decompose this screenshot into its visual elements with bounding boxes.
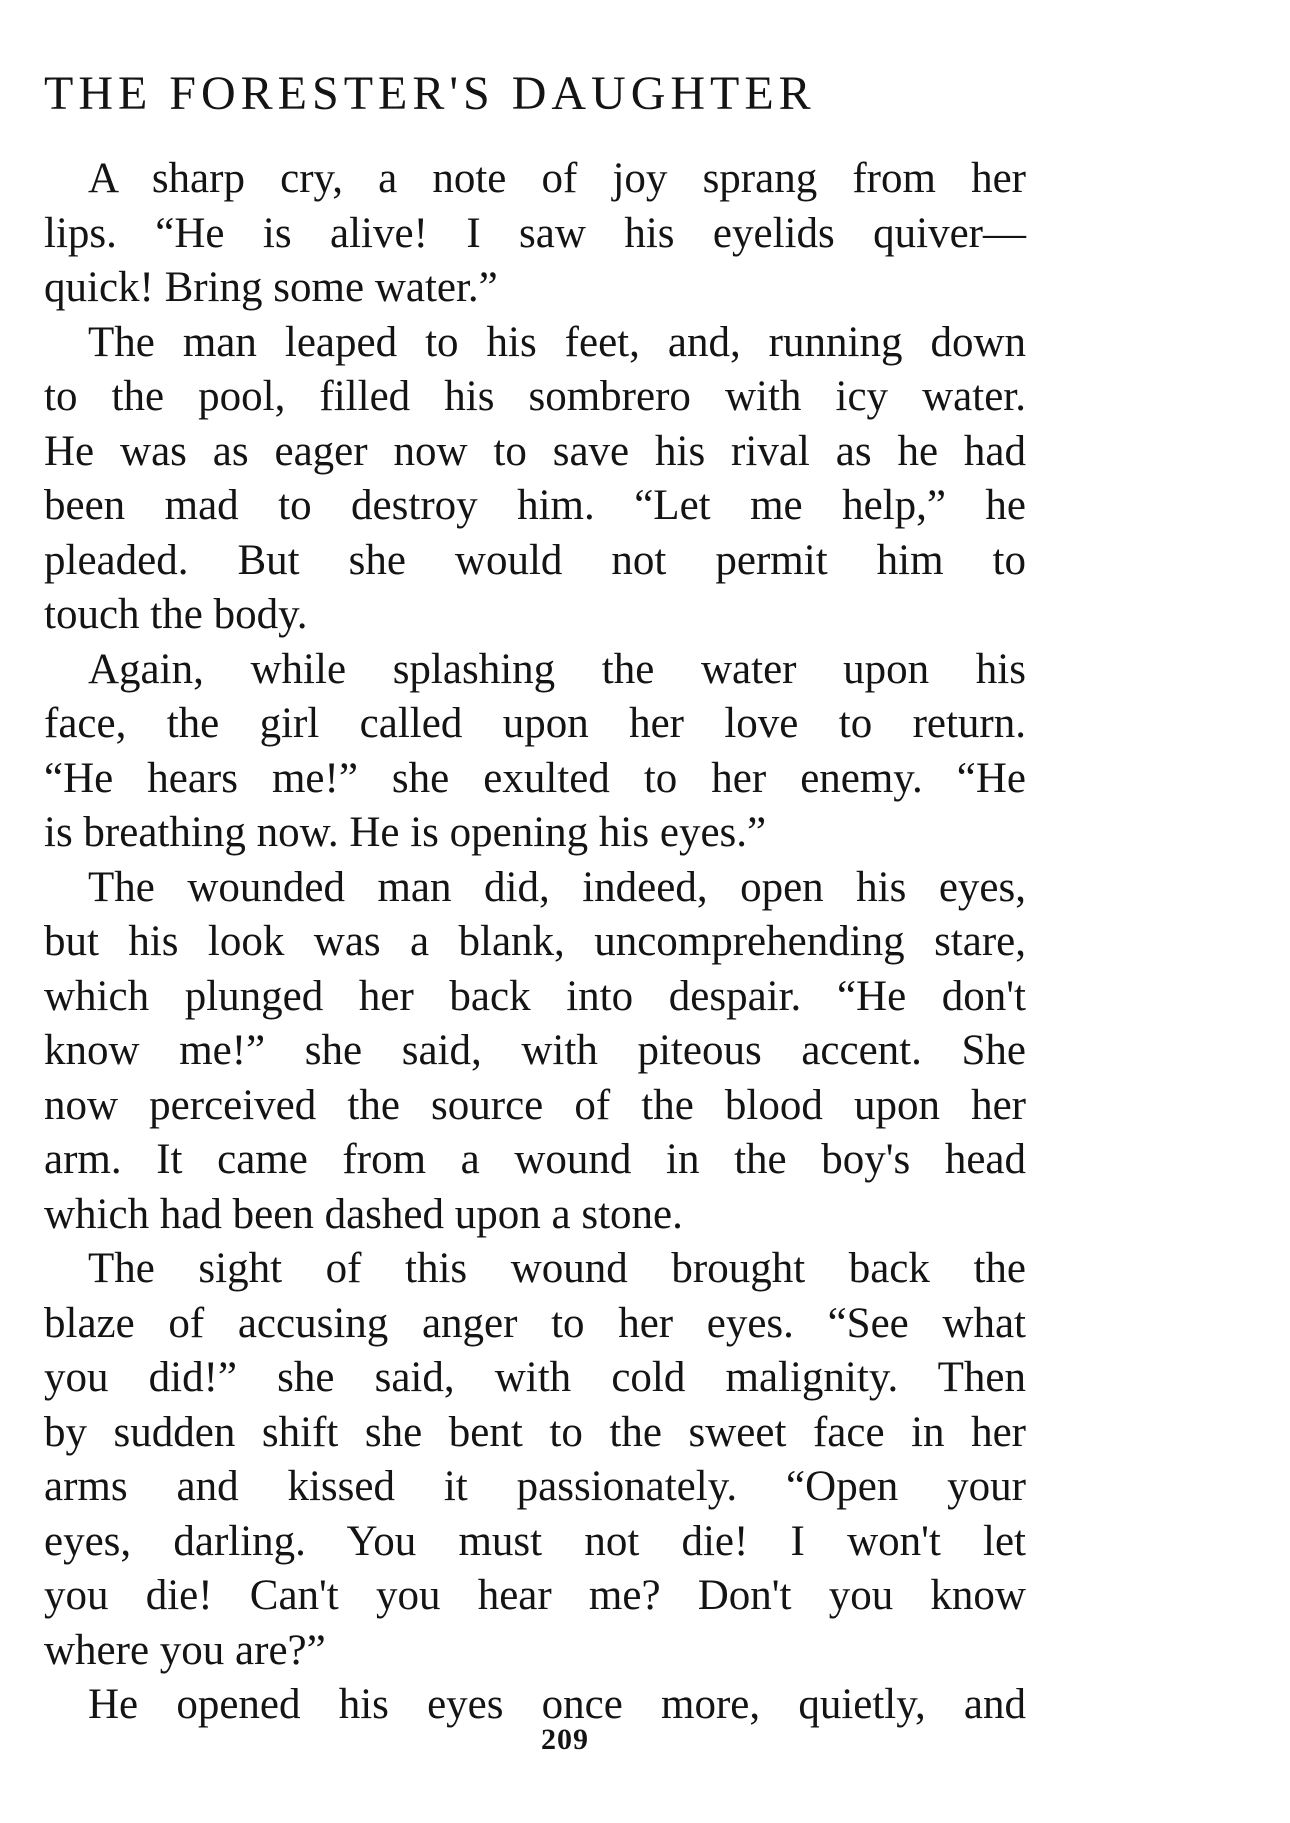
text-line: “He hears me!” she exulted to her enemy. “He xyxy=(44,754,1026,802)
text-line: touch the body. xyxy=(44,591,308,638)
body-text xyxy=(44,152,1026,1733)
text-line: Again, while splashing the water upon his xyxy=(88,645,1026,693)
text-line: quick! Bring some water.” xyxy=(44,264,498,311)
text-line: arm. It came from a wound in the boy's head xyxy=(44,1136,1026,1183)
text-line: eyes, darling. You must not die! I won't let xyxy=(44,1517,1026,1565)
text-line: been mad to destroy him. “Let me help,” he xyxy=(44,482,1026,529)
text-line: now perceived the source of the blood upon her xyxy=(44,1081,1026,1129)
text-line: He was as eager now to save his rival as he had xyxy=(44,427,1026,475)
text-line: but his look was a blank, uncomprehending stare, xyxy=(44,918,1026,965)
text-line: blaze of accusing anger to her eyes. “See what xyxy=(44,1299,1026,1347)
text-line: which had been dashed upon a stone. xyxy=(44,1190,683,1238)
text-line: to the pool, filled his sombrero with icy water. xyxy=(44,373,1026,420)
text-line: arms and kissed it passionately. “Open your xyxy=(44,1463,1026,1510)
text-line: The sight of this wound brought back the xyxy=(88,1245,1026,1292)
text-line: know me!” she said, with piteous accent. She xyxy=(44,1027,1026,1074)
text-line: A sharp cry, a note of joy sprang from her xyxy=(88,155,1026,202)
text-line: you did!” she said, with cold malignity. Then xyxy=(44,1354,1026,1401)
running-head: THE FORESTER'S DAUGHTER xyxy=(44,67,816,120)
page-number: 209 xyxy=(541,1723,589,1756)
paragraph xyxy=(44,643,1026,861)
text-line: is breathing now. He is opening his eyes.” xyxy=(44,809,767,856)
text-line: where you are?” xyxy=(44,1626,326,1674)
paragraph xyxy=(44,1242,1026,1678)
text-line: The wounded man did, indeed, open his eyes, xyxy=(88,863,1026,911)
paragraph xyxy=(44,316,1026,643)
text-line: which plunged her back into despair. “He don't xyxy=(44,972,1026,1020)
text-line: by sudden shift she bent to the sweet face in her xyxy=(44,1408,1026,1456)
text-line: face, the girl called upon her love to return. xyxy=(44,700,1026,747)
text-line: The man leaped to his feet, and, running down xyxy=(88,318,1026,366)
paragraph xyxy=(44,152,1026,316)
text-line: He opened his eyes once more, quietly, and xyxy=(88,1681,1026,1728)
text-line: you die! Can't you hear me? Don't you know xyxy=(44,1572,1026,1619)
paragraph xyxy=(44,861,1026,1243)
text-line: lips. “He is alive! I saw his eyelids quiver— xyxy=(44,209,1026,257)
text-line: pleaded. But she would not permit him to xyxy=(44,536,1026,584)
